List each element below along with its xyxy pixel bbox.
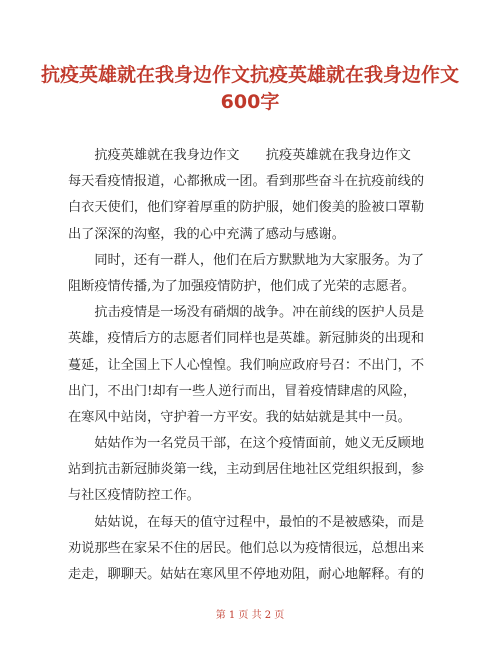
body-line: 同时，还有一群人，他们在后方默默地为大家服务。为了 bbox=[68, 252, 425, 268]
body-line: 与社区疫情防控工作。 bbox=[68, 488, 200, 504]
body-line: 劝说那些在家呆不住的居民。他们总以为疫情很远，总想出来 bbox=[68, 540, 425, 556]
document-title: 抗疫英雄就在我身边作文抗疫英雄就在我身边作文600字 bbox=[40, 64, 459, 113]
body-line: 走走，聊聊天。姑姑在寒风里不停地劝阻，耐心地解释。有的 bbox=[68, 567, 425, 582]
body-line: 每天看疫情报道，心都揪成一团。看到那些奋斗在抗疫前线的 bbox=[68, 174, 425, 190]
body-line: 英雄，疫情后方的志愿者们同样也是英雄。新冠肺炎的出现和 bbox=[68, 331, 425, 347]
body-line: 站到抗击新冠肺炎第一线，主动到居住地社区党组织报到，参 bbox=[68, 462, 425, 478]
body-line: 在寒风中站岗，守护着一方平安。我的姑姑就是其中一员。 bbox=[68, 409, 411, 425]
body-line: 阻断疫情传播,为了加强疫情防护，他们成了光荣的志愿者。 bbox=[68, 278, 416, 294]
document-body bbox=[68, 143, 434, 588]
body-line: 抗疫英雄就在我身边作文 抗疫英雄就在我身边作文 bbox=[68, 148, 411, 163]
body-line: 姑姑说，在每天的值守过程中，最怕的不是被感染，而是 bbox=[68, 514, 425, 530]
body-line: 姑姑作为一名党员干部，在这个疫情面前，她义无反顾地 bbox=[68, 436, 425, 452]
body-line: 出门，不出门!却有一些人逆行而出，冒着疫情肆虐的风险， bbox=[68, 383, 417, 399]
body-line: 抗击疫情是一场没有硝烟的战争。冲在前线的医护人员是 bbox=[68, 305, 425, 321]
page-footer: 第 1 页 共 2 页 bbox=[215, 610, 285, 621]
body-line: 蔓延，让全国上下人心惶惶。我们响应政府号召：不出门，不 bbox=[68, 357, 425, 373]
body-line: 白衣天使们，他们穿着厚重的防护服，她们俊美的脸被口罩勒 bbox=[68, 200, 425, 216]
body-line: 出了深深的沟壑，我的心中充满了感动与感谢。 bbox=[68, 226, 345, 242]
